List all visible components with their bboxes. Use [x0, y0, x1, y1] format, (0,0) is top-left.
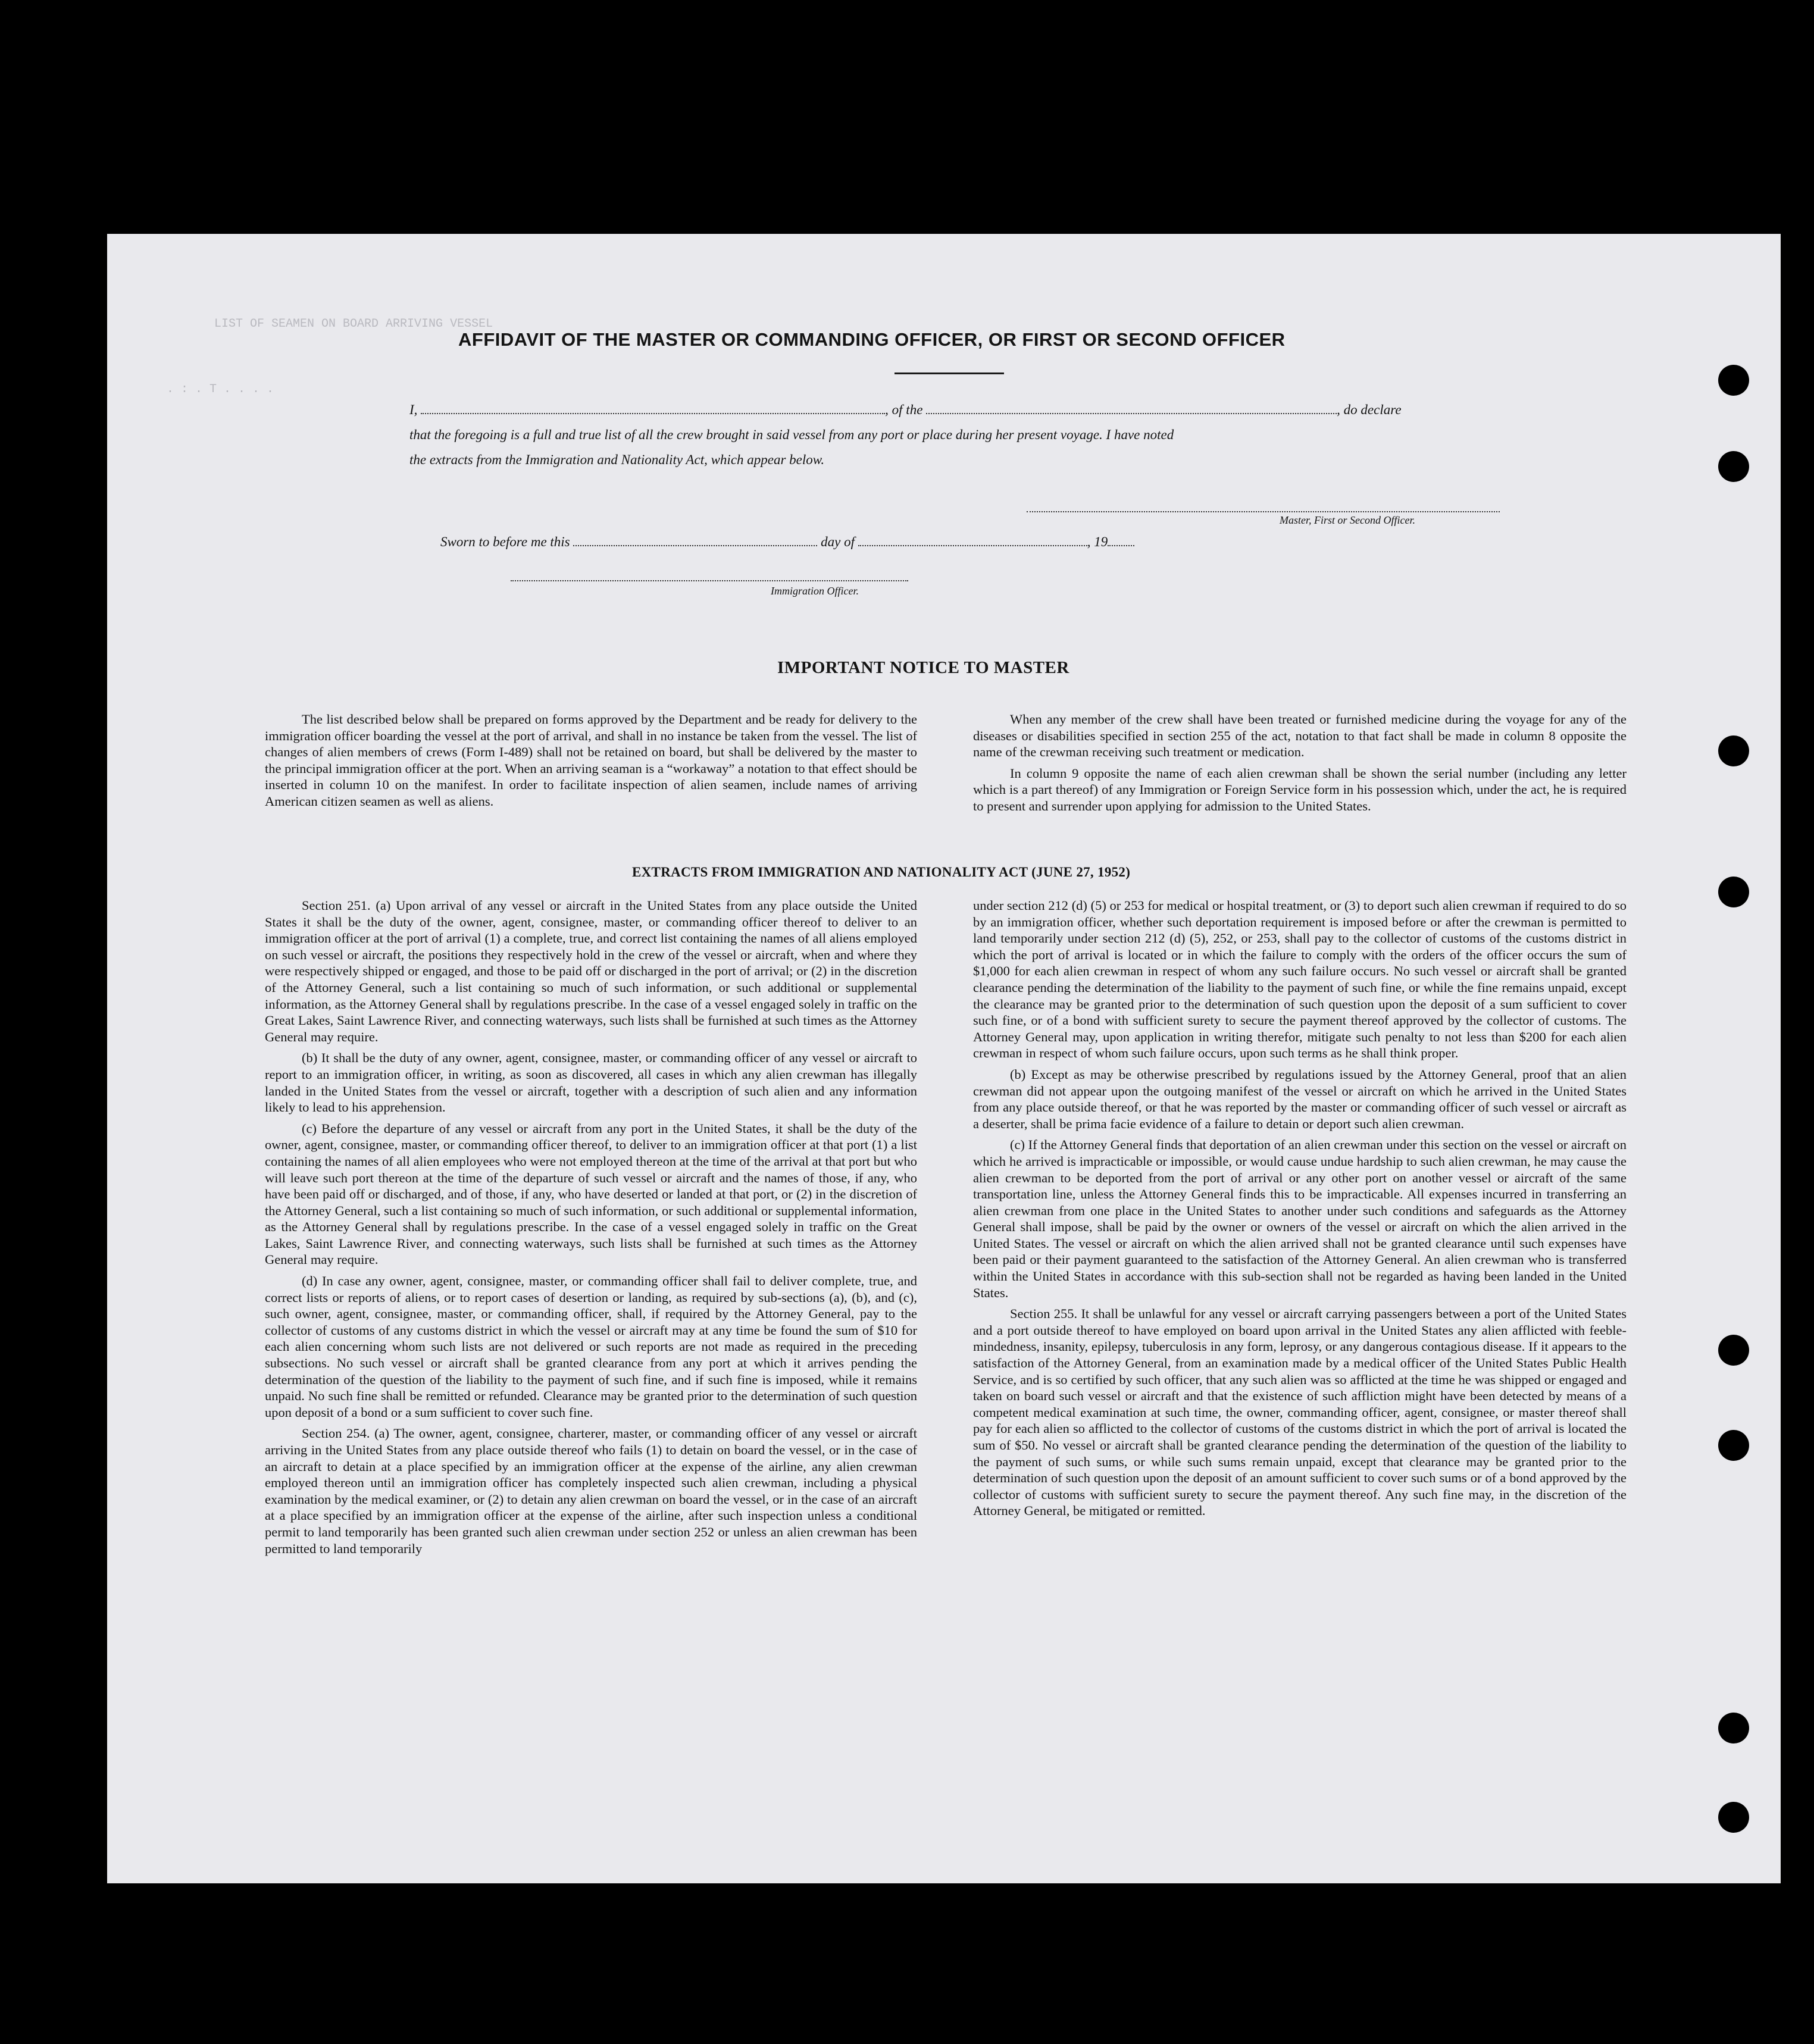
section-255: Section 255. It shall be unlawful for any vessel or aircraft carrying passengers between a port of the United States and a port outside thereof to have employed on board upon arrival in the United States any alien afflicted with feeble-mindedness, insanity, epilepsy, tuberculosis in any form, leprosy, or any dangerous contagious disease. If it appears to the satisfaction of the Attorney General, from an examination made by a medical officer of the United States Public Health Service, and is so certified by such officer, that any such alien was so afflicted at the time he was shipped or engaged and taken on board such vessel or aircraft and that the existence of such affliction might have been detected by means of a competent medical examination at such time, the owner, commanding officer, agent, consignee, or master thereof shall pay for each alien so afflicted to the collector of customs of the customs district in which the port of arrival is located the sum of $50. No vessel or aircraft shall be granted clearance pending the determination of the question of the liability to the payment of such sums, or while such sums remain unpaid, except that clearance may be granted prior to the determination of such question upon the deposit of an amount sufficient to cover such sums or of a bond approved by the collector of customs with sufficient surety to secure the payment thereof. Any such fine may, in the discretion of the Attorney General, be mitigated or remitted.	[973, 1306, 1627, 1519]
section-254-c: (c) If the Attorney General finds that deportation of an alien crewman under this section on the vessel or aircraft on which he arrived is impracticable or impossible, or would cause undue hardship to such alien crewman, he may cause the alien crewman to be deported from the port of arrival or any other port on another vessel or aircraft of the same transportation line, unless the Attorney General finds this to be impracticable. All expenses incurred in transferring an alien crewman from one place in the United States to another under such conditions and safeguards as the Attorney General shall impose, shall be paid by the owner or owners of the vessel or aircraft on which the alien arrived in the United States. The vessel or aircraft on which the alien arrived shall not be granted clearance until such expenses have been paid or their payment guaranteed to the satisfaction of the Attorney General. An alien crewman who is transferred within the United States in accordance with this sub-section shall not be regarded as having been landed in the United States.	[973, 1137, 1627, 1300]
notice-title: IMPORTANT NOTICE TO MASTER	[777, 658, 1069, 677]
notice-right-paragraph-2: In column 9 opposite the name of each alien crewman shall be shown the serial number (including any letter which is a part thereof) of any Immigration or Foreign Service form in his possession which, under the act, he is required to present and surrender upon applying for admission to the United States.	[973, 765, 1627, 813]
affidavit-i-label: I,	[409, 402, 418, 417]
section-254-a: Section 254. (a) The owner, agent, consignee, charterer, master, or commanding officer of any vessel or aircraft arriving in the United States from any place outside thereof who fails (1) to detain on board the vessel, or in the case of an aircraft to detain at a place specified by an immigration officer at the expense of the airline, any alien crewman employed thereon until an immigration officer has completely inspected such alien crewman, including a physical examination by the medical examiner, or (2) to detain any alien crewman on board the vessel, or in the case of an aircraft at a place specified by an immigration officer at the expense of the airline, after such inspection unless a conditional permit to land temporarily has been granted such alien crewman under section 252 or unless an alien crewman has been permitted to land temporarily	[265, 1426, 917, 1556]
section-251-b: (b) It shall be the duty of any owner, agent, consignee, master, or commanding officer of any vessel or aircraft to report to an immigration officer, in writing, as soon as discovered, all cases in which any alien crewman has illegally landed in the United States from the vessel or aircraft, together with a description of such alien and any information likely to lead to his apprehension.	[265, 1050, 917, 1115]
officer-signature-line[interactable]	[511, 580, 908, 581]
punch-hole	[1718, 877, 1749, 907]
punch-hole	[1718, 1430, 1749, 1461]
notice-right-column	[973, 711, 1627, 819]
month-blank[interactable]	[858, 544, 1087, 546]
section-254-a-continued: under section 212 (d) (5) or 253 for medical or hospital treatment, or (3) to deport such alien crewman if required to do so by an immigration officer, whether such deportation requirement is imposed before or after the crewman is permitted to land temporarily under section 212 (d) (5), 252, or 253, shall pay to the collector of customs of the customs district in which the port of arrival is located or in which the failure to comply with the orders of the officer occurs the sum of $1,000 for each alien crewman in respect of whom any such failure occurs. No such vessel or aircraft shall be granted clearance pending the determination of the liability to the payment of such fine, or while the fine remains unpaid, except the clearance may be granted prior to the determination of such question upon the deposit of a sum sufficient to cover such fine, or of a bond with sufficient surety to secure the payment thereof approved by the collector of customs. The Attorney General may, upon application in writing therefor, mitigate such penalty to not less than $200 for each alien crewman in respect of whom such failure occurs, upon such terms as he shall think proper.	[973, 898, 1627, 1061]
bleed-through-text: . : . T . . . .	[167, 383, 274, 396]
affidavit-line-1	[409, 402, 1402, 418]
of-the-label: , of the	[885, 402, 923, 417]
section-251-a: Section 251. (a) Upon arrival of any vessel or aircraft in the United States from any place outside the United States it shall be the duty of the owner, agent, consignee, master, or commanding officer thereof to deliver to an immigration officer at the port of arrival (1) a complete, true, and correct list containing the names of all aliens employed on such vessel or aircraft, the positions they respectively hold in the crew of the vessel or aircraft, when and where they were respectively shipped or engaged, and those to be paid off or discharged in the port of arrival; or (2) in the discretion of the Attorney General, such a list containing so much of such information, or such additional or supplemental information, as the Attorney General shall by regulations prescribe. In the case of a vessel engaged solely in traffic on the Great Lakes, Saint Lawrence River, and connecting waterways, such lists shall be furnished at such times as the Attorney General may require.	[265, 898, 917, 1044]
sworn-label: Sworn to before me this	[440, 534, 570, 549]
vessel-blank[interactable]	[926, 412, 1337, 414]
sworn-line	[440, 534, 1134, 550]
affidavit-line-3: the extracts from the Immigration and Nationality Act, which appear below.	[409, 452, 825, 467]
bleed-through-text: LIST OF SEAMEN ON BOARD ARRIVING VESSEL	[214, 317, 493, 331]
section-254-b: (b) Except as may be otherwise prescribed by regulations issued by the Attorney General, proof that an alien crewman did not appear upon the outgoing manifest of the vessel or aircraft on which he arrived in the United States from any place outside thereof, or that he was reported by the master or commanding officer of such vessel or aircraft as a deserter, shall be prima facie evidence of a failure to detain or deport such alien crewman.	[973, 1066, 1627, 1131]
punch-hole	[1718, 365, 1749, 396]
do-declare-label: , do declare	[1337, 402, 1402, 417]
punch-hole	[1718, 1802, 1749, 1833]
form-sheet	[107, 234, 1781, 1883]
affidavit-line-2: that the foregoing is a full and true list of all the crew brought in said vessel from any port or place during her present voyage. I have noted	[409, 427, 1174, 442]
year-blank[interactable]	[1108, 544, 1134, 546]
punch-hole	[1718, 1335, 1749, 1366]
punch-hole	[1718, 1713, 1749, 1743]
notice-right-paragraph-1: When any member of the crew shall have been treated or furnished medicine during the voyage for any of the diseases or disabilities specified in section 255 of the act, notation to that fact shall be made in column 8 opposite the name of the crewman receiving such treatment or medication.	[973, 712, 1627, 760]
master-signature-line[interactable]	[1027, 511, 1500, 512]
day-of-label: day of	[821, 534, 855, 549]
extracts-title: EXTRACTS FROM IMMIGRATION AND NATIONALITY ACT (JUNE 27, 1952)	[632, 865, 1131, 879]
punch-hole	[1718, 735, 1749, 766]
notice-left-column	[265, 711, 917, 815]
affidavit-title: AFFIDAVIT OF THE MASTER OR COMMANDING OFFICER, OR FIRST OR SECOND OFFICER	[458, 329, 1286, 350]
punch-hole	[1718, 451, 1749, 482]
year-label: , 19	[1087, 534, 1108, 549]
title-rule	[895, 373, 1004, 374]
extracts-right-column	[973, 897, 1627, 1524]
sworn-day-blank[interactable]	[573, 544, 817, 546]
extracts-left-column	[265, 897, 917, 1561]
master-caption: Master, First or Second Officer.	[1280, 514, 1415, 526]
name-blank[interactable]	[421, 412, 885, 414]
section-251-d: (d) In case any owner, agent, consignee, master, or commanding officer shall fail to deliver complete, true, and correct lists or reports of aliens, or to report cases of desertion or landing, as required by sub-sections (a), (b), and (c), such owner, agent, consignee, master, or commanding officer, shall, if required by the Attorney General, pay to the collector of customs of any customs district in which the vessel or aircraft may at any time be found the sum of $10 for each alien concerning whom such lists are not delivered or such reports are not made as required in the preceding subsections. No such vessel or aircraft shall be granted clearance from any port at which it arrives pending the determination of the question of the liability to the payment of such fine, and if such fine is imposed, while it remains unpaid. No such fine shall be remitted or refunded. Clearance may be granted prior to the determination of such question upon deposit of a bond or a sum sufficient to cover such fine.	[265, 1273, 917, 1420]
officer-caption: Immigration Officer.	[771, 585, 859, 597]
notice-left-paragraph: The list described below shall be prepared on forms approved by the Department and be ready for delivery to the immigration officer boarding the vessel at the port of arrival, and shall in no instance be taken from the vessel. The list of changes of alien members of crews (Form I-489) shall not be retained on board, but shall be delivered by the master to the principal immigration officer at the port. When an arriving seaman is a “workaway” a notation to that effect should be inserted in column 10 on the manifest. In order to facilitate inspection of alien seamen, include names of arriving American citizen seamen as well as aliens.	[265, 712, 917, 809]
section-251-c: (c) Before the departure of any vessel or aircraft from any port in the United States, it shall be the duty of the owner, agent, consignee, master, or commanding officer thereof, to deliver to an immigration officer at that port (1) a list containing the names of all alien employees who were not employed thereon at the time of the arrival at that port but who will leave such port thereon at the time of the departure of such vessel or aircraft and the names of those, if any, who have been paid off or discharged, and of those, if any, who have deserted or landed at that port, or (2) in the discretion of the Attorney General, such a list containing so much of such information, or such additional or supplemental information, as the Attorney General shall by regulations prescribe. In the case of a vessel engaged solely in traffic on the Great Lakes, Saint Lawrence River, and connecting waterways, such lists shall be furnished at such times as the Attorney General may require.	[265, 1120, 917, 1267]
